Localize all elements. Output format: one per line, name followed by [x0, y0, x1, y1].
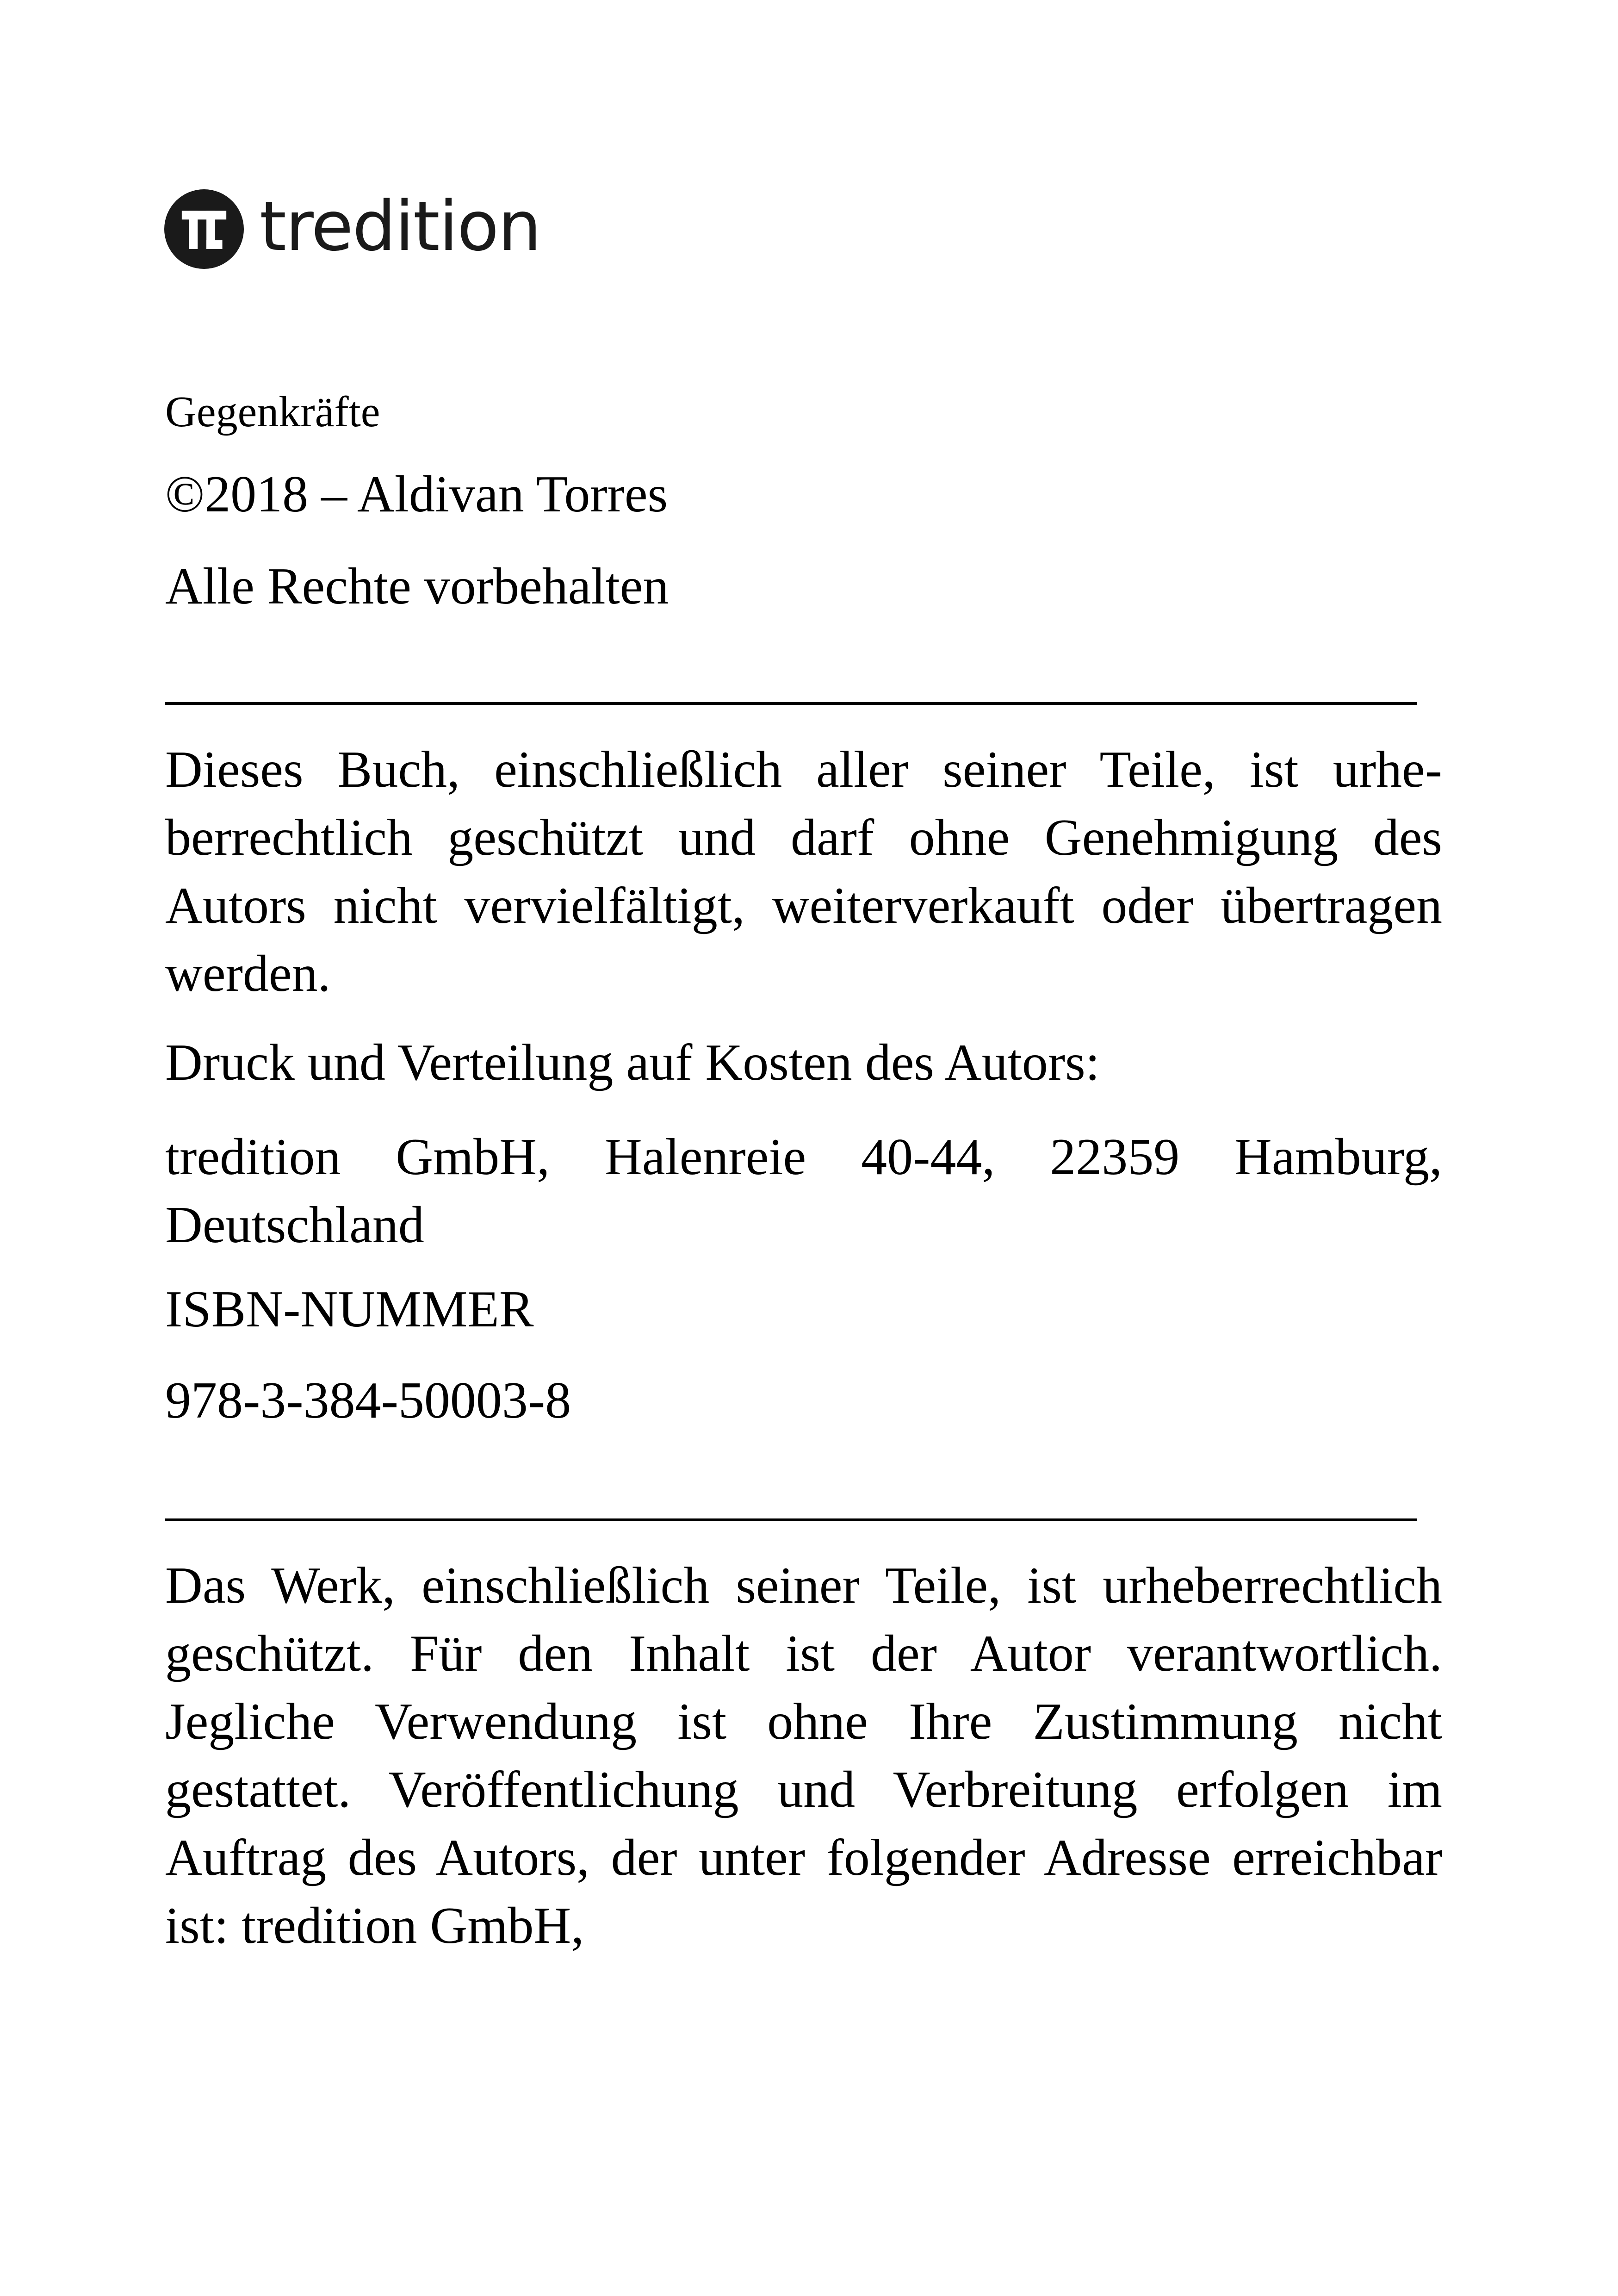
- divider-line: [165, 702, 1417, 705]
- legal-notice-paragraph: Das Werk, einschließlich seiner Teile, ist urheberrechtlich geschützt. Für den Inhalt ist der Autor verantwortlich. Jegliche Verwendung ist ohne Ihre Zustimmung nicht gestattet. Veröffentlichung und Verbreitung erfolgen im Auftrag des Autors, der unter folgender Adresse erreichbar ist: tredition GmbH,: [165, 1557, 1442, 1954]
- rights-line: Alle Rechte vorbehalten: [165, 558, 669, 615]
- publisher-logo: [164, 185, 540, 273]
- isbn-number: 978-3-384-50003-8: [165, 1372, 571, 1429]
- copyright-line: ©2018 – Aldivan Torres: [165, 466, 668, 523]
- publisher-address: tredition GmbH, Halenreie 40-44, 22359 Hamburg, Deutschland: [165, 1128, 1442, 1254]
- divider-line: [165, 1518, 1417, 1521]
- logo-wordmark: tredition: [260, 187, 541, 266]
- copyright-notice-paragraph: Dieses Buch, einschließlich aller seiner Teile, ist urheberrechtlich geschützt und darf ohne Genehmigung des Autors nicht vervielfältigt, weiterverkauft oder übertragen werden.: [165, 741, 1442, 1002]
- printing-line: Druck und Verteilung auf Kosten des Autors:: [165, 1034, 1100, 1091]
- tredition-logo-icon: [164, 189, 244, 269]
- isbn-label: ISBN-NUMMER: [165, 1281, 534, 1338]
- book-title: Gegenkräfte: [165, 388, 380, 436]
